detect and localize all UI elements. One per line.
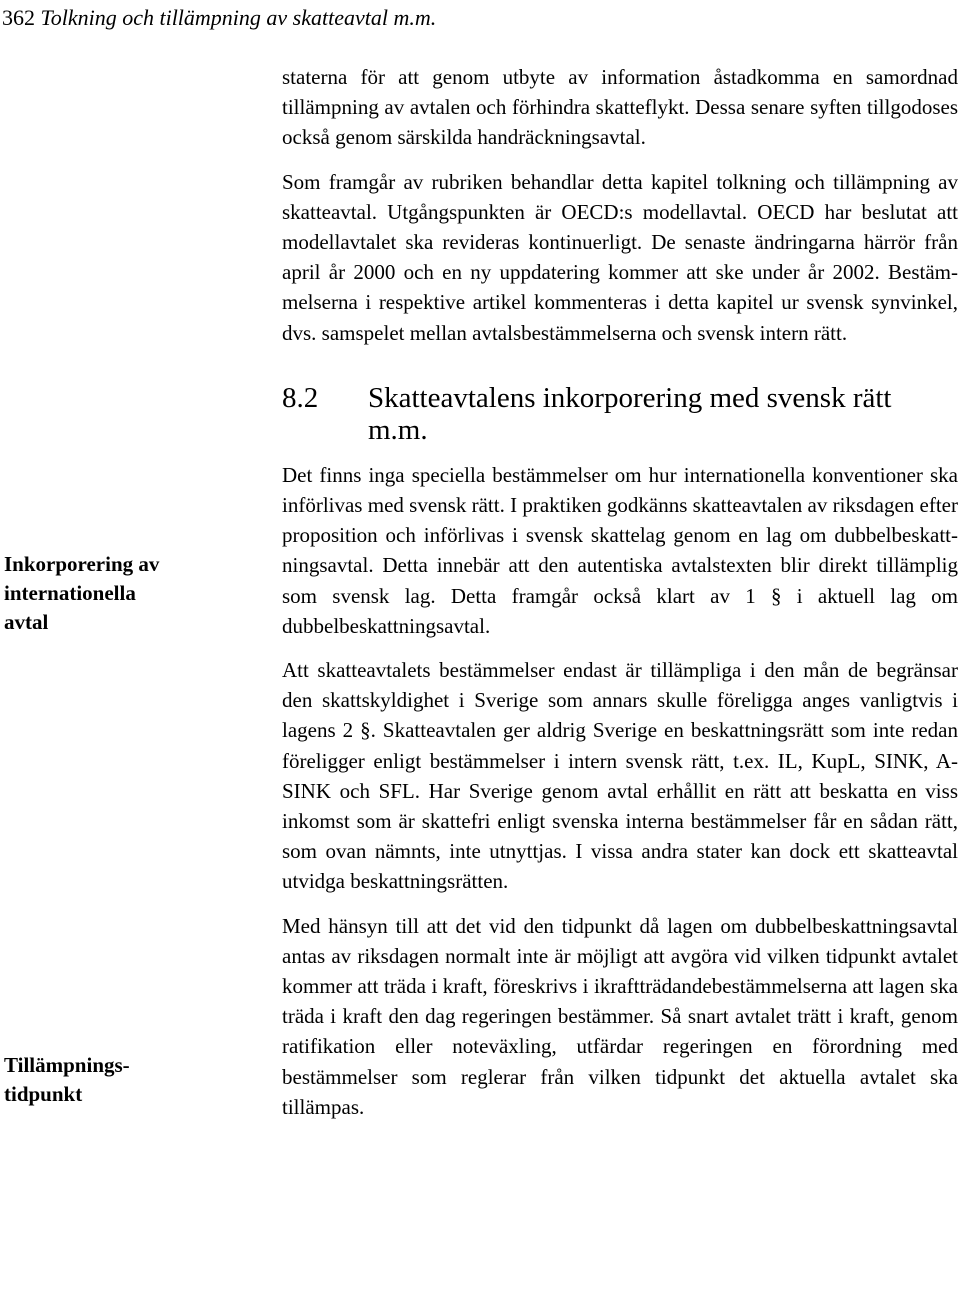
running-header [2,4,436,32]
section-heading [282,382,958,446]
margin-note-line: avtal [4,610,49,634]
body-paragraph: Som framgår av rubriken behandlar detta kapitel tolkning och tillämpning av skatteavtal. Utgångspunkten är OECD:s modellavtal. OECD har beslutat att modellavtalet ska revideras kontinuerligt. De senaste ändringarna härrör från april år 2000 och en ny uppdatering kommer att ske under år 2002. Bestämmelserna i respektive artikel kommenteras i detta kapitel ur svensk synvinkel, dvs. samspelet mellan avtalsbestämmelserna och svensk intern rätt. [282,169,958,345]
body-paragraph: Det finns inga speciella bestämmelser om hur internationella konventioner ska införlivas med svensk rätt. I praktiken godkänns skatteavtalen av riksdagen efter proposition och införlivas i svensk skattelag genom en lag om dubbelbeskattningsavtal. Detta innebär att den autentiska avtalstexten blir direkt tillämplig som svensk lag. Detta framgår också klart av 1 § i aktuell lag om dubbelbeskattningsavtal. [282,462,958,638]
margin-note-line: Inkorporering av [4,552,160,576]
margin-note-tillampningstidpunkt [4,1051,244,1109]
header-title: Tolkning och tillämpning av skatteavtal m.m. [40,5,437,30]
body-paragraph: Att skatteavtalets bestämmelser endast är tillämpliga i den mån de begränsar den skattskyldighet i Sverige som annars skulle föreligga anges vanligtvis i lagens 2 §. Skatteavtalen ger aldrig Sverige en beskattningsrätt som inte redan föreligger enligt bestämmelser i intern svensk rätt, t.ex. IL, KupL, SINK, A-SINK och SFL. Har Sverige genom avtal erhållit en rätt att beskatta en viss inkomst som är skattefri enligt svenska interna bestämmelser får en sådan rätt, som ovan nämnts, inte utnyttjas. I vissa andra stater kan dock ett skatteavtal utvidga beskattningsrätten. [282,658,958,894]
margin-note-inkorporering [4,550,244,637]
section-number: 8.2 [282,381,319,414]
margin-note-line: Tillämpnings- [4,1053,130,1077]
body-paragraph: Med hänsyn till att det vid den tidpunkt då lagen om dubbelbeskattningsavtal antas av riksdagen normalt inte är möjligt att avgöra vid vilken tidpunkt avtalet kommer att träda i kraft, föreskrivs i ikraftträdandebestämmelserna att lagen ska träda i kraft den dag regeringen bestämmer. Så snart avtalet trätt i kraft, genom ratifikation eller noteväxling, utfärdar regeringen en förordning med bestämmelser som reglerar från vilken tidpunkt det aktuella avtalet ska tillämpas. [282,913,958,1119]
body-paragraph: staterna för att genom utbyte av information åstadkomma en samordnad tillämpning av avtalen och förhindra skatteflykt. Dessa senare syften tillgodoses också genom särskilda handräckningsavtal. [282,65,958,150]
margin-note-line: tidpunkt [4,1082,83,1106]
main-text [282,62,958,1136]
page-number: 362 [2,5,35,30]
section-title: Skatteavtalens inkorporering med svensk rätt m.m. [368,381,892,446]
margin-note-line: internationella [4,581,136,605]
